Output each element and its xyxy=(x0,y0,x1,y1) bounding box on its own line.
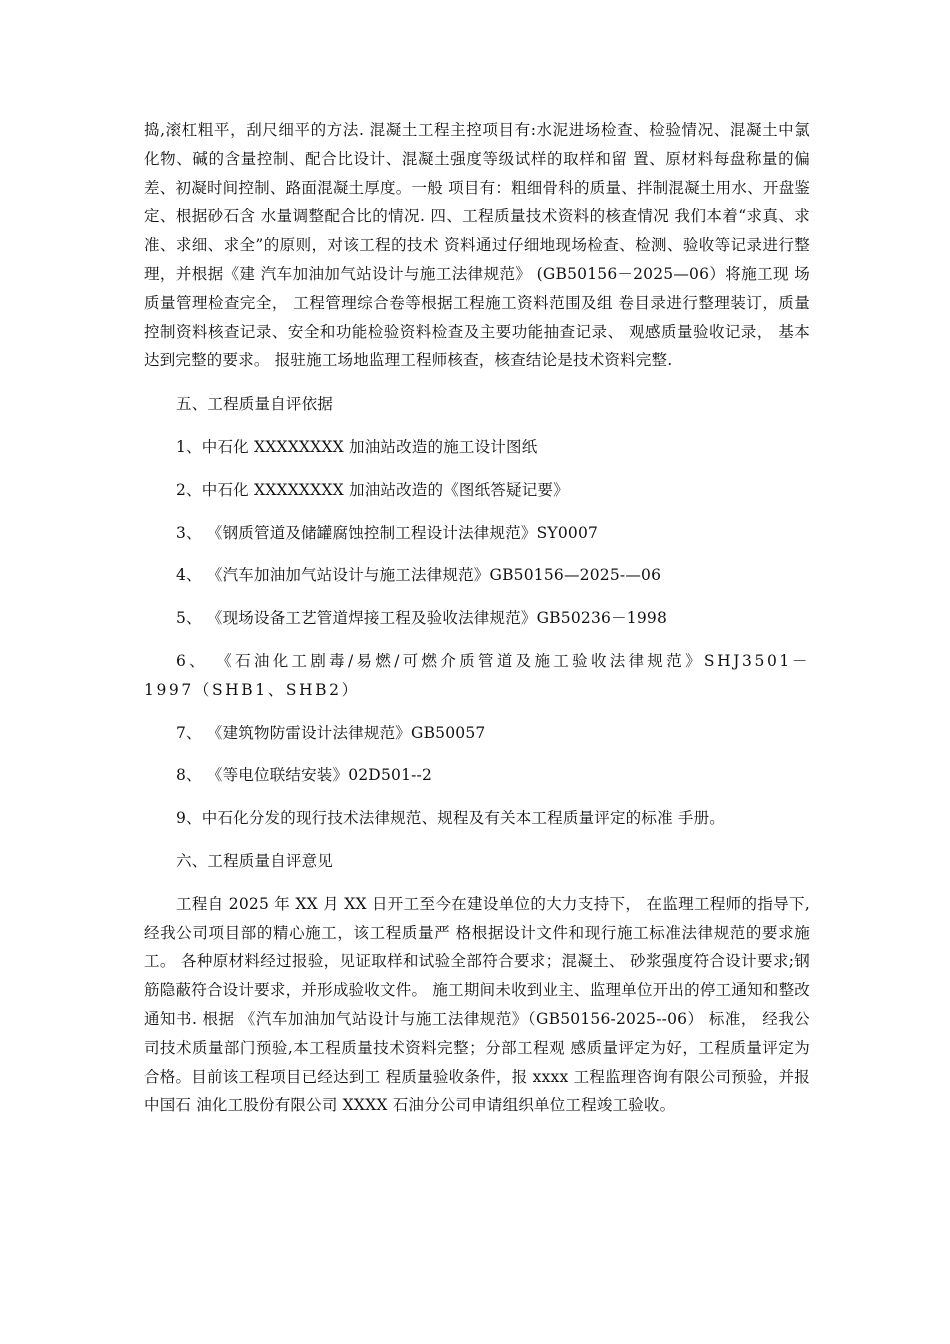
basis-item-1: 1、中石化 XXXXXXXX 加油站改造的施工设计图纸 xyxy=(176,437,538,456)
basis-item-5: 5、 《现场设备工艺管道焊接工程及验收法律规范》GB50236－1998 xyxy=(176,609,668,628)
spacer xyxy=(144,547,810,561)
spacer xyxy=(144,705,810,719)
spacer xyxy=(144,876,810,890)
basis-item-6: 6、 《石油化工剧毒/易燃/可燃介质管道及施工验收法律规范》SHJ3501－1997（SHB1、SHB2） xyxy=(144,651,810,699)
basis-item-7: 7、 《建筑物防雷设计法律规范》GB50057 xyxy=(176,723,486,742)
basis-item-9: 9、中石化分发的现行技术法律规范、规程及有关本工程质量评定的标准 手册。 xyxy=(176,809,725,828)
spacer xyxy=(144,375,810,390)
spacer xyxy=(144,590,810,604)
basis-item-4: 4、 《汽车加油加气站设计与施工法律规范》GB50156—2025-—06 xyxy=(176,566,662,585)
spacer xyxy=(144,505,810,519)
quality-materials-paragraph: 捣,滚杠粗平，刮尺细平的方法. 混凝土工程主控项目有:水泥进场检查、检验情况、混凝土中氯 化物、碱的含量控制、配合比设计、混凝土强度等级试样的取样和留 置、原材料每盘称量的偏差、初凝时间控制、路面混凝土厚度。一般 项目有：粗细骨科的质量、拌制混凝土用水、开盘鉴定、根据砂石含 水量调整配合比的情况. 四、工程质量技术资料的核查情况 我们本着“求真、求准、求细、求全”的原则，对该工程的技术 资料通过仔细地现场检查、检测、验收等记录进行整理，并根据《建 汽车加油加气站设计与施工法律规范》 (GB50156－2025—06）将施工现 场质量管理检查完全， 工程管理综合卷等根据工程施工资料范围及组 卷目录进行整理装订，质量控制资料核查记录、安全和功能检验资料检查及主要功能抽查记录、 观感质量验收记录， 基本达到完整的要求。 报驻施工场地监理工程师核查，核查结论是技术资料完整. xyxy=(144,121,810,370)
basis-item-3: 3、 《钢质管道及储罐腐蚀控制工程设计法律规范》SY0007 xyxy=(176,523,599,542)
spacer xyxy=(144,790,810,804)
spacer xyxy=(144,633,810,647)
spacer xyxy=(144,462,810,476)
basis-item-2: 2、中石化 XXXXXXXX 加油站改造的《图纸答疑记要》 xyxy=(176,480,569,499)
self-assessment-paragraph: 工程自 2025 年 XX 月 XX 日开工至今在建设单位的大力支持下， 在监理工程师的指导下,经我公司项目部的精心施工，该工程质量严 格根据设计文件和现行施工标准法律规范的要求施工。 各种原材料经过报验，见证取样和试验全部符合要求；混凝土、 砂浆强度符合设计要求;钢筋隐蔽符合设计要求，并形成验收文件。 施工期间未收到业主、监理单位开出的停工通知和整改通知书. 根据 《汽车加油加气站设计与施工法律规范》（GB50156-2025--06） 标准， 经我公司技术质量部门预验,本工程质量技术资料完整；分部工程观 感质量评定为好，工程质量评定为合格。目前该工程项目已经达到工 程质量验收条件，报 xxxx 工程监理咨询有限公司预验，并报中国石 油化工股份有限公司 XXXX 石油分公司申请组织单位工程竣工验收。 xyxy=(144,894,810,1115)
section-six-title: 六、工程质量自评意见 xyxy=(176,851,334,870)
spacer xyxy=(144,419,810,433)
spacer xyxy=(144,833,810,847)
section-five-title: 五、工程质量自评依据 xyxy=(176,395,334,414)
spacer xyxy=(144,747,810,761)
basis-item-8: 8、 《等电位联结安装》02D501--2 xyxy=(176,766,433,785)
